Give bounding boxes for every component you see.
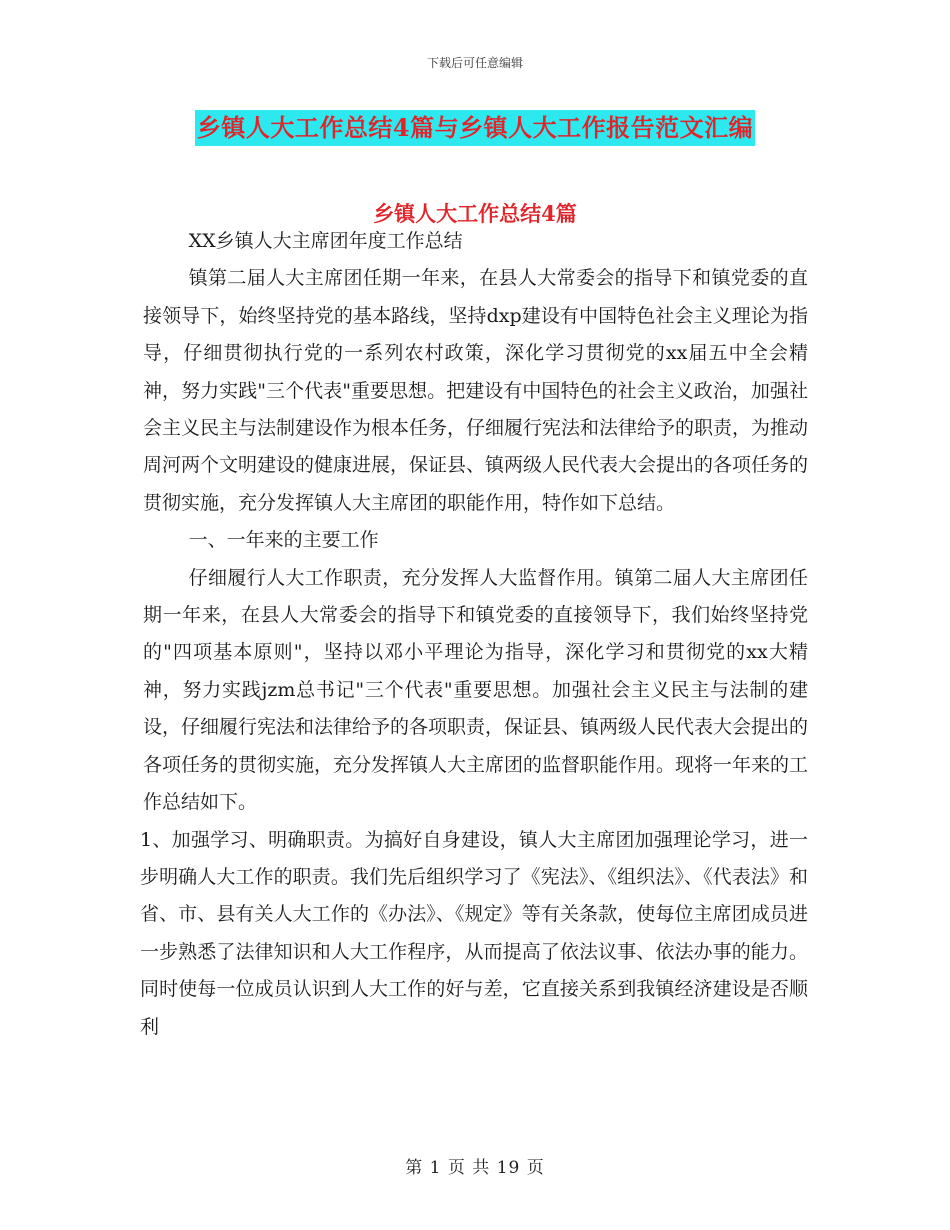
body-paragraph: 镇第二届人大主席团任期一年来，在县人大常委会的指导下和镇党委的直接领导下，始终坚持党的基本路线，坚持dxp建设有中国特色社会主义理论为指导，仔细贯彻执行党的一系列农村政策，深化学习贯彻党的xx届五中全会精神，努力实践"三个代表"重要思想。把建设有中国特色的社会主义政治，加强社会主义民主与法制建设作为根本任务，仔细履行宪法和法律给予的职责，为推动周河两个文明建设的健康进展，保证县、镇两级人民代表大会提出的各项任务的贯彻实施，充分发挥镇人大主席团的职能作用，特作如下总结。	[143, 267, 809, 514]
body-paragraph: 仔细履行人大工作职责，充分发挥人大监督作用。镇第二届人大主席团任期一年来，在县人大常委会的指导下和镇党委的直接领导下，我们始终坚持党的"四项基本原则"，坚持以邓小平理论为指导，深化学习和贯彻党的xx大精神，努力实践jzm总书记"三个代表"重要思想。加强社会主义民主与法制的建设，仔细履行宪法和法律给予的各项职责，保证县、镇两级人民代表大会提出的各项任务的贯彻实施，充分发挥镇人大主席团的监督职能作用。现将一年来的工作总结如下。	[143, 566, 809, 814]
main-title-container	[0, 110, 950, 146]
main-title: 乡镇人大工作总结4篇与乡镇人大工作报告范文汇编	[195, 110, 755, 146]
page-footer: 第 1 页 共 19 页	[405, 1158, 545, 1178]
sub-title: 乡镇人大工作总结4篇	[373, 201, 577, 226]
page-header: 下载后可任意编辑	[426, 56, 523, 70]
section-heading: 一、一年来的主要工作	[188, 529, 379, 552]
report-heading-paragraph: XX乡镇人大主席团年度工作总结	[188, 230, 463, 252]
numbered-paragraph: 1、加强学习、明确职责。为搞好自身建设，镇人大主席团加强理论学习，进一步明确人大工作的职责。我们先后组织学习了《宪法》、《组织法》、《代表法》和省、市、县有关人大工作的《办法》、《规定》等有关条款，使每位主席团成员进一步熟悉了法律知识和人大工作程序，从而提高了依法议事、依法办事的能力。同时使每一位成员认识到人大工作的好与差，它直接关系到我镇经济建设是否顺利	[140, 828, 808, 1038]
document-body	[140, 223, 809, 1046]
